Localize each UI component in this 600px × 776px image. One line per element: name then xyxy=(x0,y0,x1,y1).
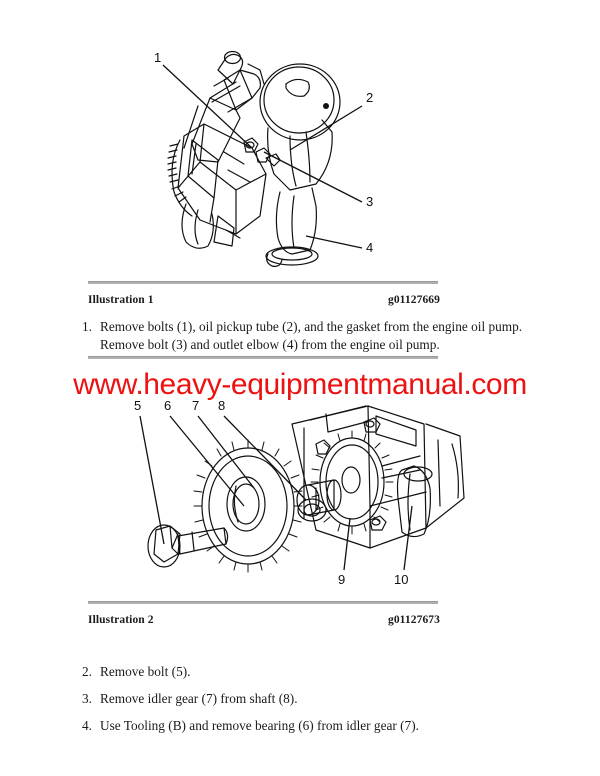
illustration-2-image xyxy=(0,378,600,593)
illustration-2-label: Illustration 2 xyxy=(88,614,154,626)
step-1-text: Remove bolts (1), oil pickup tube (2), and the gasket from the engine oil pump. Remove bolt (3) and outlet elbow (4) from the engine oil pump. xyxy=(100,319,523,352)
illustration-2-caption xyxy=(88,614,440,626)
step-3-text: Remove idler gear (7) from shaft (8). xyxy=(100,691,298,706)
divider-above-caption-2 xyxy=(88,601,438,604)
callout-8: 8 xyxy=(218,398,226,413)
illustration-1-label: Illustration 1 xyxy=(88,294,154,306)
procedure-step-2 xyxy=(70,663,530,681)
divider-below-step-1 xyxy=(88,356,438,359)
illustration-1-caption xyxy=(88,294,440,306)
step-2-number: 2. xyxy=(82,664,92,679)
illustration-2-graphic-id: g01127673 xyxy=(387,614,440,626)
callout-9: 9 xyxy=(338,572,346,587)
illustration-1-graphic-id: g01127669 xyxy=(387,294,440,306)
callout-7: 7 xyxy=(192,398,200,413)
step-4-text: Use Tooling (B) and remove bearing (6) from idler gear (7). xyxy=(100,718,419,733)
callout-2: 2 xyxy=(366,90,374,105)
callout-3: 3 xyxy=(366,194,374,209)
procedure-step-4 xyxy=(70,717,530,735)
callout-5: 5 xyxy=(134,398,142,413)
callout-1: 1 xyxy=(154,50,162,65)
step-2-text: Remove bolt (5). xyxy=(100,664,191,679)
step-3-number: 3. xyxy=(82,691,92,706)
callout-10: 10 xyxy=(394,572,409,587)
step-4-number: 4. xyxy=(82,718,92,733)
callout-6: 6 xyxy=(164,398,172,413)
callout-4: 4 xyxy=(366,240,374,255)
step-1-number: 1. xyxy=(82,319,92,334)
procedure-step-1 xyxy=(70,318,530,353)
divider-above-caption-1 xyxy=(88,281,438,284)
illustration-1-image xyxy=(0,40,600,280)
idler-gear-assembly-drawing xyxy=(120,378,480,593)
oil-pump-drawing xyxy=(140,40,460,280)
site-watermark: www.heavy-equipmentmanual.com xyxy=(73,368,527,401)
procedure-step-3 xyxy=(70,690,530,708)
